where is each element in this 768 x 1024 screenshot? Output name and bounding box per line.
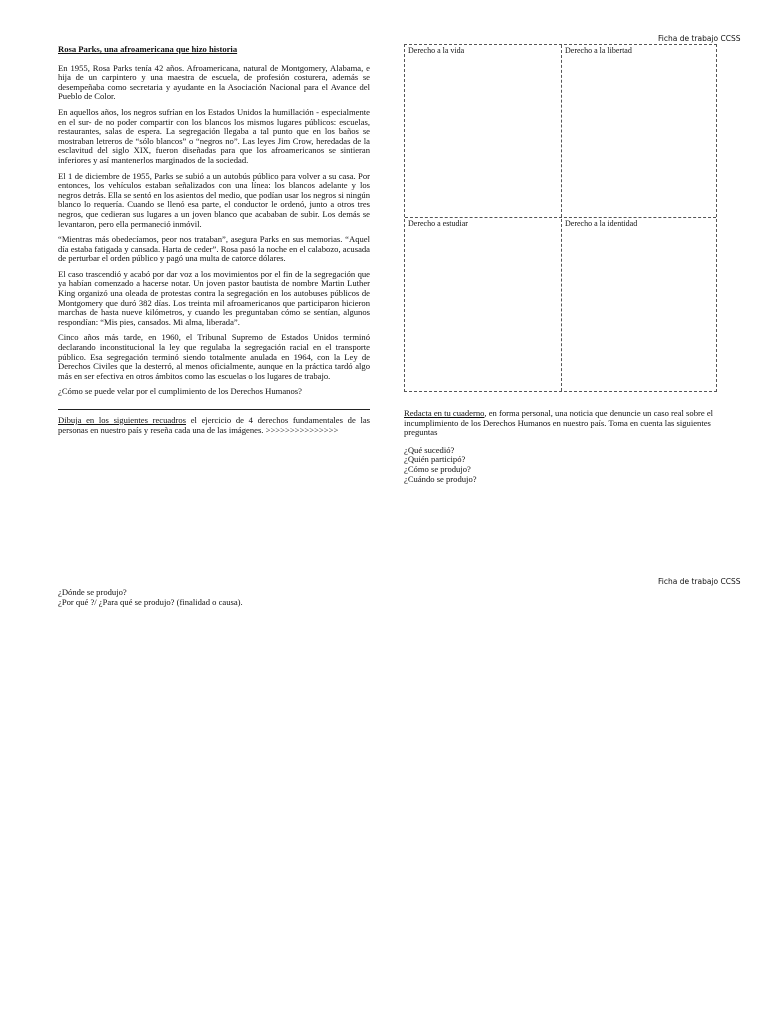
- box-label: Derecho a la vida: [408, 46, 465, 55]
- box-right-to-life[interactable]: [405, 45, 561, 217]
- continued-questions: [58, 588, 378, 607]
- article-paragraph: “Mientras más obedecíamos, peor nos trataban”, asegura Parks en sus memorias. “Aquel día estaba fatigada y cansada. Harta de ceder”. Rosa pasó la noche en el calabozo, acusada de perturbar el orden público y pagó una multa de catorce dólares.: [58, 234, 370, 264]
- writing-instruction: [404, 409, 718, 438]
- guiding-question: ¿Por qué ?/ ¿Para qué se produjo? (finalidad o causa).: [58, 596, 243, 607]
- article-paragraph: El caso trascendió y acabó por dar voz a los movimientos por el fin de la segregación que ya habían comenzado a hacerse notar. Un joven pastor bautista de nombre Martin Luther King organizó una oleada de protestas contra la segregación en los autobuses públicos de Montgomery que duró 382 días. Los treinta mil afroamericanos que participaron hicieron marchas de hasta nueve kilómetros, y cuando les preguntaban cómo se sentían, algunos respondían: “Mis pies, cansados. Mi alma, liberada”.: [58, 268, 370, 327]
- box-label: Derecho a la libertad: [565, 46, 632, 55]
- answer-line: [58, 409, 370, 410]
- box-right-to-freedom[interactable]: [562, 45, 716, 217]
- article-paragraph: En 1955, Rosa Parks tenía 42 años. Afroamericana, natural de Montgomery, Alabama, e hija de un carpintero y una maestra de escuela, de profesión costurera, además se desempeñaba como secretaria y ayudante en la Asociación Nacional para el Avance del Pueblo de Color.: [58, 62, 370, 102]
- box-right-to-study[interactable]: [405, 218, 561, 391]
- article-paragraph: Cinco años más tarde, en 1960, el Tribunal Supremo de Estados Unidos terminó declarando inconstitucional la ley que regulaba la segregación racial en el transporte público. Esa segregación terminó siendo totalmente anulada en 1964, con la Ley de Derechos Civiles que la desterró, al menos oficialmente, aunque en la práctica tardó algo más en ser efectiva en otros ámbitos como las escuelas o los lugares de trabajo.: [58, 332, 370, 381]
- worksheet-header-page2: Ficha de trabajo CCSS: [658, 577, 741, 586]
- article-title: Rosa Parks, una afroamericana que hizo historia: [58, 44, 238, 54]
- guiding-questions: [404, 446, 718, 484]
- writing-instruction-lead: Redacta en tu cuaderno: [404, 408, 485, 418]
- writing-instruction-rest: , en forma personal, una noticia que denuncie un caso real sobre el incumplimiento de los Derechos Humanos en nuestro país. Toma en cuenta las siguientes preguntas: [404, 408, 714, 438]
- article-paragraph: El 1 de diciembre de 1955, Parks se subió a un autobús público para volver a su casa. Por entonces, los vehículos estaban señalizados con una línea: los blancos adelante y los negros detrás. Ella se sentó en los asientos del medio, que podían usar los negros si ningún blanco lo requería. Cuando se llenó esa parte, el conductor le ordenó, junto a otros tres negros, que cedieran sus lugares a un joven blanco que acababan de subir. Los demás se levantaron, pero ella permaneció inmóvil.: [58, 170, 370, 229]
- guiding-question: ¿Quién participó?: [404, 454, 466, 465]
- guiding-question: ¿Cómo se produjo?: [404, 463, 471, 474]
- box-label: Derecho a la identidad: [565, 219, 638, 228]
- box-label: Derecho a estudiar: [408, 219, 468, 228]
- box-right-to-identity[interactable]: [562, 218, 716, 391]
- guiding-question: ¿Qué sucedió?: [404, 444, 455, 455]
- guiding-question: ¿Dónde se produjo?: [58, 587, 127, 597]
- article-paragraph: En aquellos años, los negros sufrían en los Estados Unidos la humillación - especialmente en el sur- de no poder compartir con los blancos los mismos lugares públicos: escuelas, restaurantes, salas de espera. La segregación llegaba a tal punto que en los baños se mostraban letreros de “sólo blancos” o “negros no”. Las leyes Jim Crow, heredadas de la esclavitud del siglo XIX, fueron diseñadas para que los afroamericanos se sintieran inferiores y así mantenerlos marginados de la sociedad.: [58, 106, 370, 165]
- article-column: [58, 45, 370, 441]
- drawing-instruction-rest: el ejercicio de 4 derechos fundamentales de las personas en nuestro país y reseña cada una de las imágenes. >>>>>>>>>>>>>>>: [58, 415, 370, 435]
- guiding-question: ¿Cuándo se produjo?: [404, 473, 477, 484]
- drawing-instruction: [58, 416, 370, 435]
- rights-drawing-grid: [404, 44, 717, 392]
- drawing-instruction-lead: Dibuja en los siguientes recuadros: [58, 415, 187, 425]
- writing-task: [404, 409, 718, 484]
- reflection-question: ¿Cómo se puede velar por el cumplimiento de los Derechos Humanos?: [58, 386, 302, 397]
- worksheet-header: Ficha de trabajo CCSS: [658, 34, 741, 43]
